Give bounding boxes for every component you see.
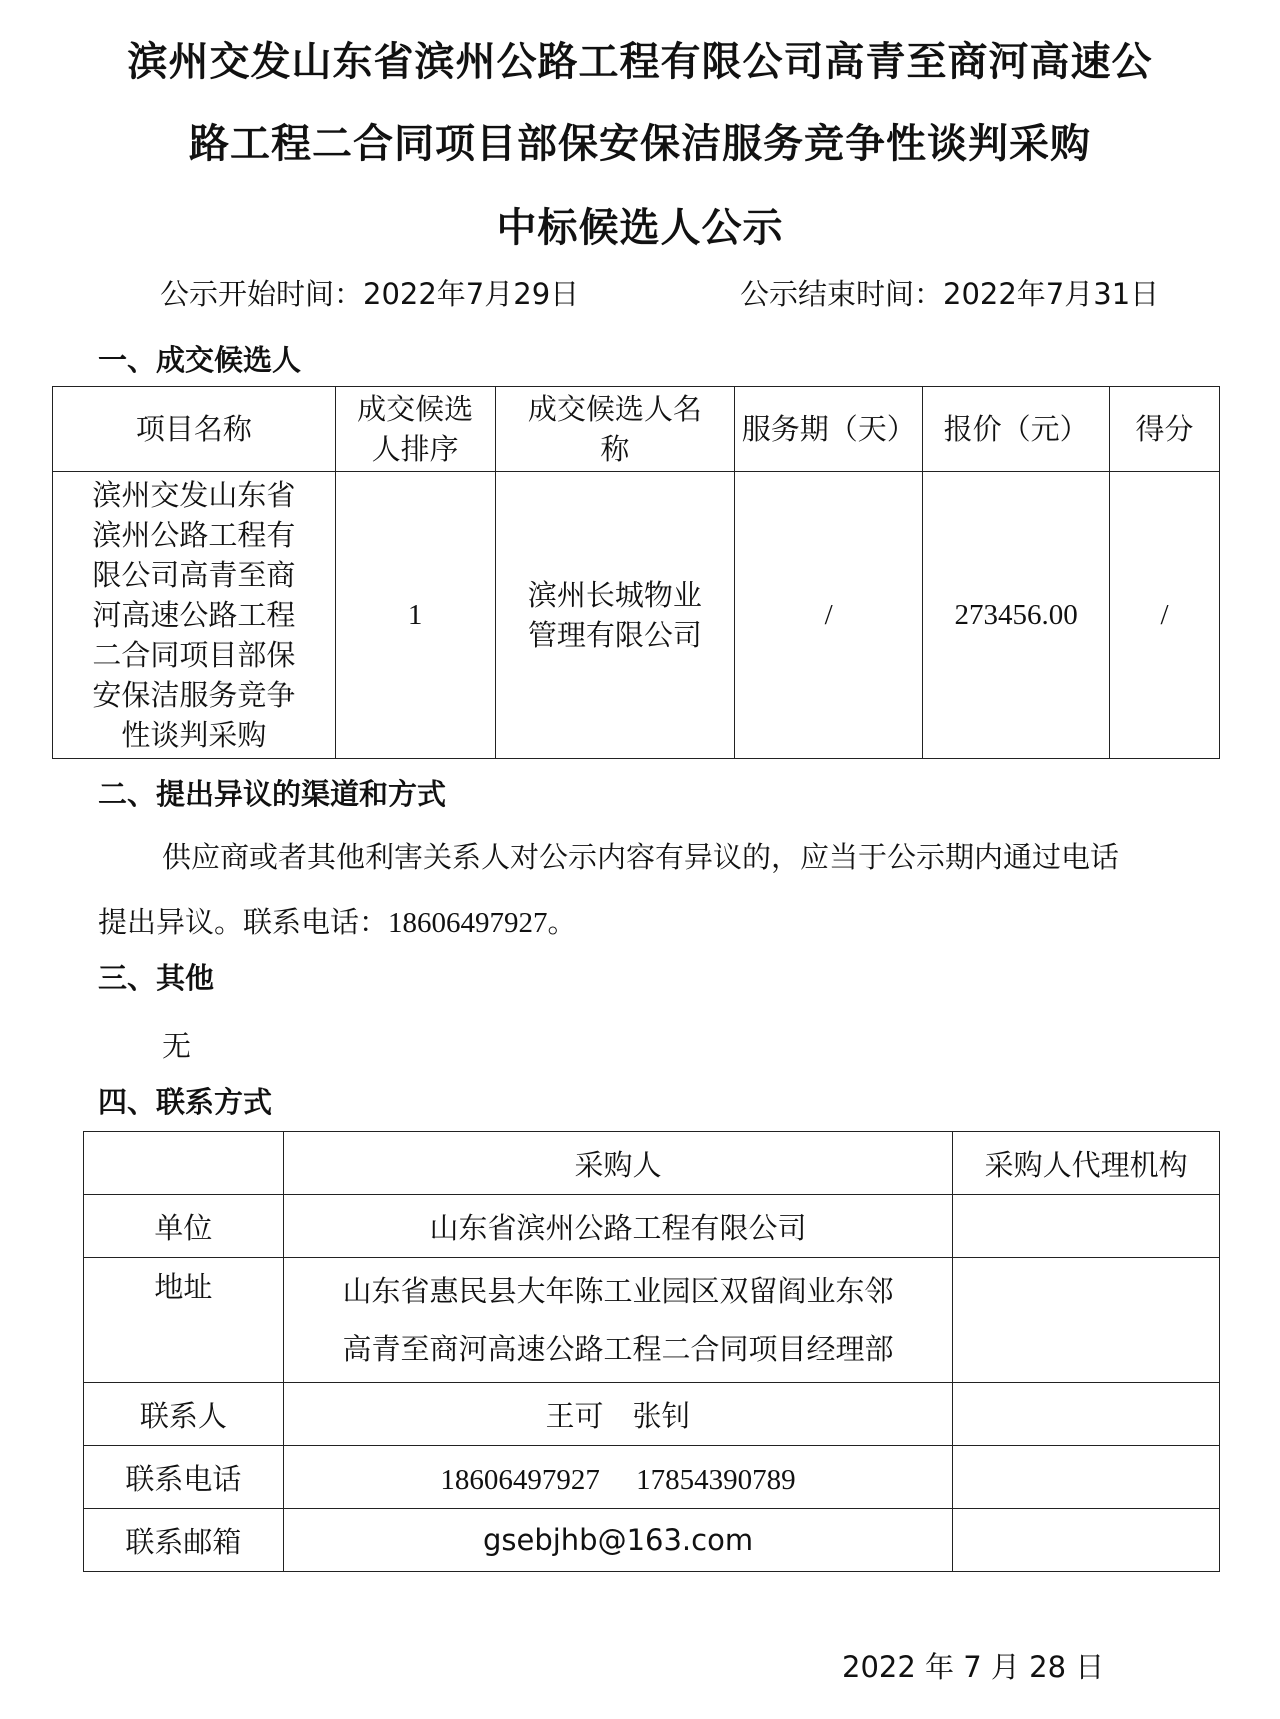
email-value: gsebjhb@163.com — [283, 1509, 953, 1572]
header-score: 得分 — [1110, 387, 1220, 472]
table-row — [84, 1509, 1220, 1572]
contact-table — [83, 1131, 1220, 1572]
email-label: 联系邮箱 — [84, 1509, 284, 1572]
unit-value: 山东省滨州公路工程有限公司 — [283, 1195, 953, 1258]
phone-label: 联系电话 — [84, 1446, 284, 1509]
page-title-line-3: 中标候选人公示 — [496, 205, 784, 251]
objection-paragraph-line-2: 提出异议。联系电话：18606497927。 — [98, 905, 577, 939]
other-text: 无 — [162, 1029, 192, 1063]
address-value: 山东省惠民县大年陈工业园区双留阎业东邻 高青至商河高速公路工程二合同项目经理部 — [283, 1258, 953, 1383]
header-rank: 成交候选 人排序 — [335, 387, 495, 472]
header-buyer: 采购人 — [283, 1132, 953, 1195]
section-heading-contact: 四、联系方式 — [98, 1085, 273, 1119]
agent-unit-value — [953, 1195, 1220, 1258]
address-label: 地址 — [84, 1258, 284, 1383]
candidate-table — [52, 386, 1220, 759]
candidate-table-header — [53, 387, 1220, 472]
phone-value: 18606497927 17854390789 — [283, 1446, 953, 1509]
objection-paragraph-line-1: 供应商或者其他利害关系人对公示内容有异议的，应当于公示期内通过电话 — [162, 840, 1120, 874]
section-heading-objection: 二、提出异议的渠道和方式 — [98, 777, 447, 811]
header-project-name: 项目名称 — [53, 387, 336, 472]
header-price: 报价（元） — [923, 387, 1110, 472]
header-service-period: 服务期（天） — [735, 387, 923, 472]
cell-project-name: 滨州交发山东省 滨州公路工程有 限公司高青至商 河高速公路工程 二合同项目部保 安保洁服务竞争 性谈判采购 — [53, 472, 336, 759]
agent-phone-value — [953, 1446, 1220, 1509]
page-title-line-2: 路工程二合同项目部保安保洁服务竞争性谈判采购 — [189, 121, 1091, 167]
section-heading-other: 三、其他 — [98, 961, 215, 995]
publish-end-date: 公示结束时间：2022年7月31日 — [740, 277, 1160, 311]
publish-start-date: 公示开始时间：2022年7月29日 — [160, 277, 580, 311]
contact-person-label: 联系人 — [84, 1383, 284, 1446]
table-row — [84, 1446, 1220, 1509]
agent-contact-value — [953, 1383, 1220, 1446]
cell-score: / — [1110, 472, 1220, 759]
header-empty — [84, 1132, 284, 1195]
cell-price: 273456.00 — [923, 472, 1110, 759]
unit-label: 单位 — [84, 1195, 284, 1258]
objection-phone: 18606497927 — [388, 907, 548, 939]
cell-service-period: / — [735, 472, 923, 759]
page-title-line-1: 滨州交发山东省滨州公路工程有限公司高青至商河高速公 — [127, 39, 1153, 85]
table-row — [53, 472, 1220, 759]
header-agent: 采购人代理机构 — [953, 1132, 1220, 1195]
agent-email-value — [953, 1509, 1220, 1572]
table-row — [84, 1258, 1220, 1383]
contact-table-header — [84, 1132, 1220, 1195]
contact-person-value: 王可 张钊 — [283, 1383, 953, 1446]
cell-candidate-name: 滨州长城物业 管理有限公司 — [495, 472, 735, 759]
agent-address-value — [953, 1258, 1220, 1383]
header-candidate-name: 成交候选人名 称 — [495, 387, 735, 472]
table-row — [84, 1195, 1220, 1258]
table-row — [84, 1383, 1220, 1446]
section-heading-candidates: 一、成交候选人 — [98, 343, 302, 377]
footer-date: 2022 年 7 月 28 日 — [842, 1650, 1105, 1684]
cell-rank: 1 — [335, 472, 495, 759]
